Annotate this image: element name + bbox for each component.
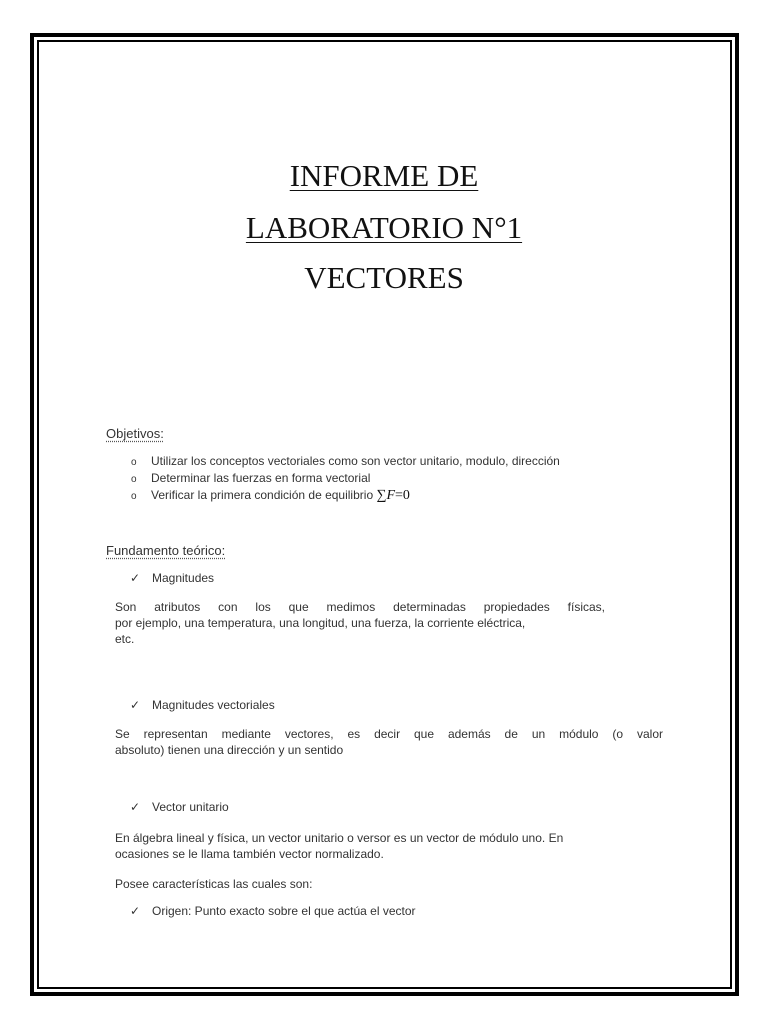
objective-item: o Determinar las fuerzas en forma vectorial	[131, 470, 560, 487]
checkmark-icon: ✓	[130, 800, 141, 814]
characteristics-text: Posee características las cuales son:	[115, 877, 313, 891]
circle-bullet-icon: o	[131, 474, 137, 485]
check-item-vector-magnitudes: ✓ Magnitudes vectoriales	[130, 698, 275, 712]
check-item-unit-vector: ✓ Vector unitario	[130, 800, 229, 814]
circle-bullet-icon: o	[131, 457, 137, 468]
objective-item: o Utilizar los conceptos vectoriales como son vector unitario, modulo, dirección	[131, 453, 560, 470]
report-title-line-3: VECTORES	[304, 260, 464, 295]
report-title-line-2: LABORATORIO N°1	[245, 210, 523, 245]
magnitudes-paragraph: Son atributos con los que medimos determinadas propiedades físicas, por ejemplo, una temperatura, una longitud, una fuerza, la corriente eléctrica, etc.	[115, 600, 605, 646]
objectives-heading: Objetivos:	[106, 426, 164, 441]
objectives-list	[131, 453, 560, 504]
equilibrium-formula: ∑F=0	[376, 488, 410, 503]
check-item-origin: ✓ Origen: Punto exacto sobre el que actúa el vector	[130, 904, 416, 918]
check-item-magnitudes: ✓ Magnitudes	[130, 571, 215, 585]
fundamentals-heading: Fundamento teórico:	[106, 543, 226, 558]
checkmark-icon: ✓	[130, 571, 141, 585]
vector-magnitudes-paragraph: Se representan mediante vectores, es decir que además de un módulo (o valor absoluto) tienen una dirección y un sentido	[115, 727, 663, 757]
checkmark-icon: ✓	[130, 698, 141, 712]
circle-bullet-icon: o	[131, 491, 137, 502]
checkmark-icon: ✓	[130, 904, 141, 918]
objective-item: o Verificar la primera condición de equilibrio ∑F=0	[131, 488, 410, 503]
report-title-line-1: INFORME DE	[289, 158, 479, 193]
unit-vector-paragraph: En álgebra lineal y física, un vector unitario o versor es un vector de módulo uno. En ocasiones se le llama también vector normalizado.	[115, 831, 564, 861]
